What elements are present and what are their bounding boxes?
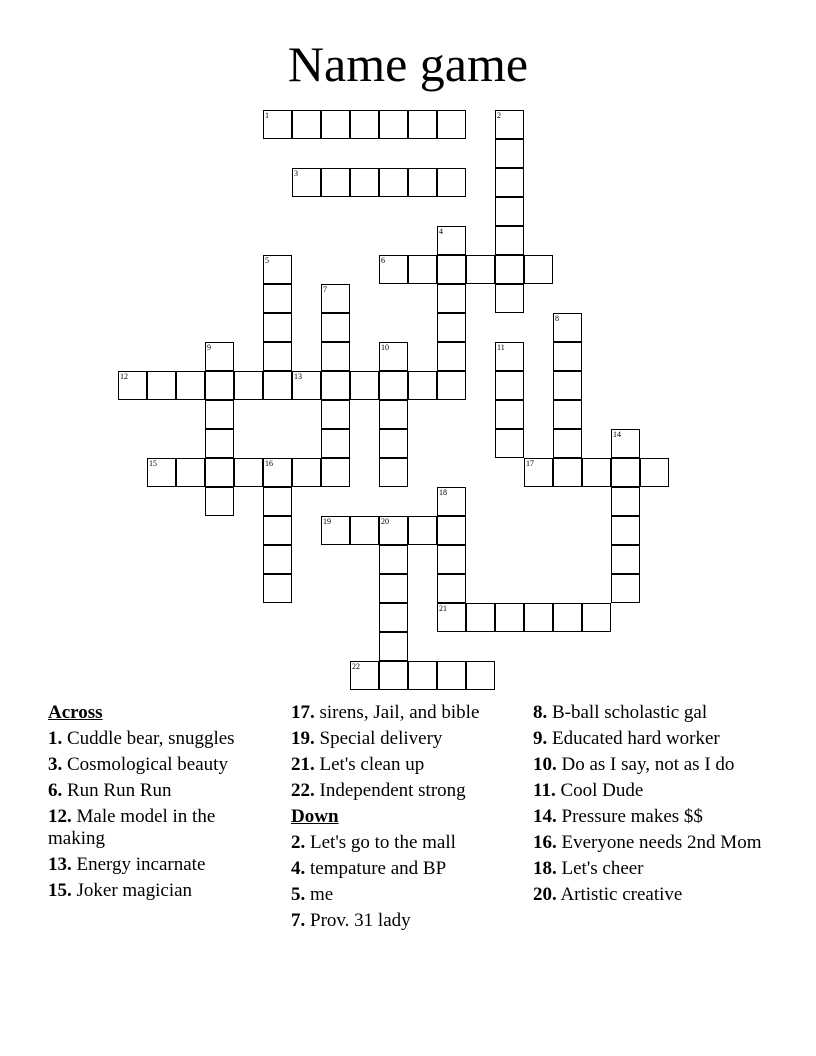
clue-number: 3. [48,754,63,775]
grid-cell[interactable] [350,371,379,400]
grid-cell[interactable] [437,168,466,197]
cell-number: 20 [381,517,389,526]
grid-cell[interactable] [350,516,379,545]
grid-cell[interactable] [611,429,640,458]
grid-cell[interactable] [147,458,176,487]
clue-item [533,832,763,854]
cell-number: 13 [294,372,302,381]
grid-cell[interactable] [524,603,553,632]
grid-cell[interactable] [350,168,379,197]
clue-number: 7. [291,910,306,931]
grid-cell[interactable] [408,255,437,284]
cell-number: 16 [265,459,273,468]
grid-cell[interactable] [437,226,466,255]
clue-text: Cosmological beauty [62,754,228,775]
grid-cell[interactable] [205,487,234,516]
clue-number: 17. [291,702,315,723]
clue-item [48,854,268,876]
grid-cell[interactable] [495,400,524,429]
clue-number: 16. [533,832,557,853]
grid-cell[interactable] [321,342,350,371]
cell-number: 12 [120,372,128,381]
grid-cell[interactable] [582,458,611,487]
grid-cell[interactable] [495,197,524,226]
cell-number: 19 [323,517,331,526]
clue-text: Independent strong [314,780,466,801]
grid-cell[interactable] [437,516,466,545]
clue-text: Run Run Run [62,780,172,801]
grid-cell[interactable] [176,371,205,400]
grid-cell[interactable] [205,371,234,400]
grid-cell[interactable] [495,371,524,400]
grid-cell[interactable] [495,168,524,197]
grid-cell[interactable] [263,342,292,371]
grid-cell[interactable] [582,603,611,632]
clue-text: Do as I say, not as I do [556,754,735,775]
grid-cell[interactable] [263,516,292,545]
grid-cell[interactable] [408,371,437,400]
grid-cell[interactable] [379,516,408,545]
grid-cell[interactable] [234,458,263,487]
grid-cell[interactable] [553,313,582,342]
clue-number: 21. [291,754,315,775]
cell-number: 4 [439,227,443,236]
grid-cell[interactable] [553,429,582,458]
clue-text: Let's cheer [556,858,644,879]
clue-text: Cool Dude [555,780,644,801]
clue-text: B-ball scholastic gal [547,702,708,723]
grid-cell[interactable] [321,400,350,429]
grid-cell[interactable] [321,429,350,458]
cell-number: 8 [555,314,559,323]
grid-cell[interactable] [408,110,437,139]
clue-item [533,884,763,906]
clue-text: sirens, Jail, and bible [314,702,480,723]
clue-number: 9. [533,728,548,749]
clue-item [291,910,516,932]
grid-cell[interactable] [292,458,321,487]
clue-number: 20. [533,884,557,905]
clue-item [48,754,268,776]
grid-cell[interactable] [292,110,321,139]
cell-number: 3 [294,169,298,178]
grid-cell[interactable] [263,284,292,313]
grid-cell[interactable] [379,168,408,197]
clue-item [291,728,516,750]
grid-cell[interactable] [263,574,292,603]
cell-number: 5 [265,256,269,265]
grid-cell[interactable] [466,255,495,284]
clue-number: 14. [533,806,557,827]
clue-number: 1. [48,728,63,749]
grid-cell[interactable] [379,545,408,574]
clue-text: Male model in the making [48,806,216,849]
grid-cell[interactable] [263,110,292,139]
clue-item [291,858,516,880]
clue-column-1 [48,702,268,906]
grid-cell[interactable] [205,342,234,371]
grid-cell[interactable] [321,284,350,313]
clue-item [291,702,516,724]
grid-cell[interactable] [408,661,437,690]
grid-cell[interactable] [553,342,582,371]
cell-number: 11 [497,343,505,352]
grid-cell[interactable] [321,168,350,197]
clue-item [291,754,516,776]
grid-cell[interactable] [350,661,379,690]
cell-number: 18 [439,488,447,497]
clue-item [533,806,763,828]
clue-item [291,780,516,802]
clue-number: 8. [533,702,548,723]
cell-number: 22 [352,662,360,671]
clue-text: Pressure makes $$ [556,806,703,827]
grid-cell[interactable] [205,458,234,487]
clue-number: 15. [48,880,72,901]
clue-number: 22. [291,780,315,801]
clue-column-2 [291,702,516,936]
clue-item [533,728,763,750]
grid-cell[interactable] [437,574,466,603]
down-heading: Down [291,806,339,827]
clue-text: Prov. 31 lady [305,910,411,931]
cell-number: 21 [439,604,447,613]
grid-cell[interactable] [263,255,292,284]
grid-cell[interactable] [321,110,350,139]
grid-cell[interactable] [553,371,582,400]
grid-cell[interactable] [350,110,379,139]
grid-cell[interactable] [292,168,321,197]
cell-number: 7 [323,285,327,294]
grid-cell[interactable] [263,458,292,487]
grid-cell[interactable] [495,255,524,284]
grid-cell[interactable] [321,313,350,342]
clue-item [48,780,268,802]
cell-number: 14 [613,430,621,439]
grid-cell[interactable] [524,458,553,487]
cell-number: 10 [381,343,389,352]
grid-cell[interactable] [495,139,524,168]
clue-item [291,884,516,906]
grid-cell[interactable] [234,371,263,400]
clue-item [533,702,763,724]
grid-cell[interactable] [321,458,350,487]
clue-item [48,806,268,850]
clue-text: Cuddle bear, snuggles [62,728,235,749]
puzzle-title: Name game [287,36,529,92]
grid-cell[interactable] [321,516,350,545]
grid-cell[interactable] [379,429,408,458]
grid-cell[interactable] [379,603,408,632]
grid-cell[interactable] [292,371,321,400]
grid-cell[interactable] [379,661,408,690]
clue-text: tempature and BP [305,858,447,879]
grid-cell[interactable] [437,110,466,139]
grid-cell[interactable] [321,371,350,400]
grid-cell[interactable] [437,284,466,313]
grid-cell[interactable] [437,603,466,632]
clue-item [291,832,516,854]
grid-cell[interactable] [466,661,495,690]
clue-text: Let's go to the mall [305,832,456,853]
clue-number: 4. [291,858,306,879]
grid-cell[interactable] [176,458,205,487]
clue-text: Special delivery [314,728,443,749]
clue-number: 6. [48,780,63,801]
clue-text: Let's clean up [314,754,425,775]
grid-cell[interactable] [553,400,582,429]
grid-cell[interactable] [379,371,408,400]
grid-cell[interactable] [495,429,524,458]
grid-cell[interactable] [147,371,176,400]
grid-cell[interactable] [263,545,292,574]
grid-cell[interactable] [379,458,408,487]
grid-cell[interactable] [466,603,495,632]
cell-number: 15 [149,459,157,468]
grid-cell[interactable] [379,342,408,371]
clue-number: 2. [291,832,306,853]
clue-item [533,858,763,880]
across-heading: Across [48,702,103,723]
clue-item [533,780,763,802]
grid-cell[interactable] [437,255,466,284]
grid-cell[interactable] [263,371,292,400]
grid-cell[interactable] [611,574,640,603]
grid-cell[interactable] [495,284,524,313]
clue-number: 13. [48,854,72,875]
cell-number: 6 [381,256,385,265]
grid-cell[interactable] [263,487,292,516]
grid-cell[interactable] [118,371,147,400]
cell-number: 17 [526,459,534,468]
cell-number: 1 [265,111,269,120]
grid-cell[interactable] [437,545,466,574]
grid-cell[interactable] [611,516,640,545]
clue-number: 18. [533,858,557,879]
grid-cell[interactable] [524,255,553,284]
grid-cell[interactable] [379,632,408,661]
grid-cell[interactable] [611,458,640,487]
grid-cell[interactable] [640,458,669,487]
clue-text: Artistic creative [556,884,683,905]
grid-cell[interactable] [437,371,466,400]
grid-cell[interactable] [379,110,408,139]
clue-text: Joker magician [71,880,193,901]
grid-cell[interactable] [408,168,437,197]
grid-cell[interactable] [553,603,582,632]
grid-cell[interactable] [437,313,466,342]
grid-cell[interactable] [437,487,466,516]
grid-cell[interactable] [379,400,408,429]
grid-cell[interactable] [495,110,524,139]
grid-cell[interactable] [408,516,437,545]
grid-cell[interactable] [205,400,234,429]
clue-item [48,880,268,902]
clue-item [48,728,268,750]
clue-text: me [305,884,334,905]
clue-number: 5. [291,884,306,905]
grid-cell[interactable] [379,574,408,603]
grid-cell[interactable] [437,342,466,371]
cell-number: 2 [497,111,501,120]
clue-item [533,754,763,776]
grid-cell[interactable] [379,255,408,284]
clue-number: 11. [533,780,556,801]
clue-text: Educated hard worker [547,728,720,749]
clue-text: Energy incarnate [71,854,206,875]
grid-cell[interactable] [495,226,524,255]
grid-cell[interactable] [495,603,524,632]
grid-cell[interactable] [553,458,582,487]
clue-number: 10. [533,754,557,775]
cell-number: 9 [207,343,211,352]
grid-cell[interactable] [611,545,640,574]
clue-number: 19. [291,728,315,749]
clue-column-3 [533,702,763,910]
grid-cell[interactable] [263,313,292,342]
grid-cell[interactable] [437,661,466,690]
grid-cell[interactable] [205,429,234,458]
clue-text: Everyone needs 2nd Mom [556,832,762,853]
grid-cell[interactable] [611,487,640,516]
grid-cell[interactable] [495,342,524,371]
clue-number: 12. [48,806,72,827]
